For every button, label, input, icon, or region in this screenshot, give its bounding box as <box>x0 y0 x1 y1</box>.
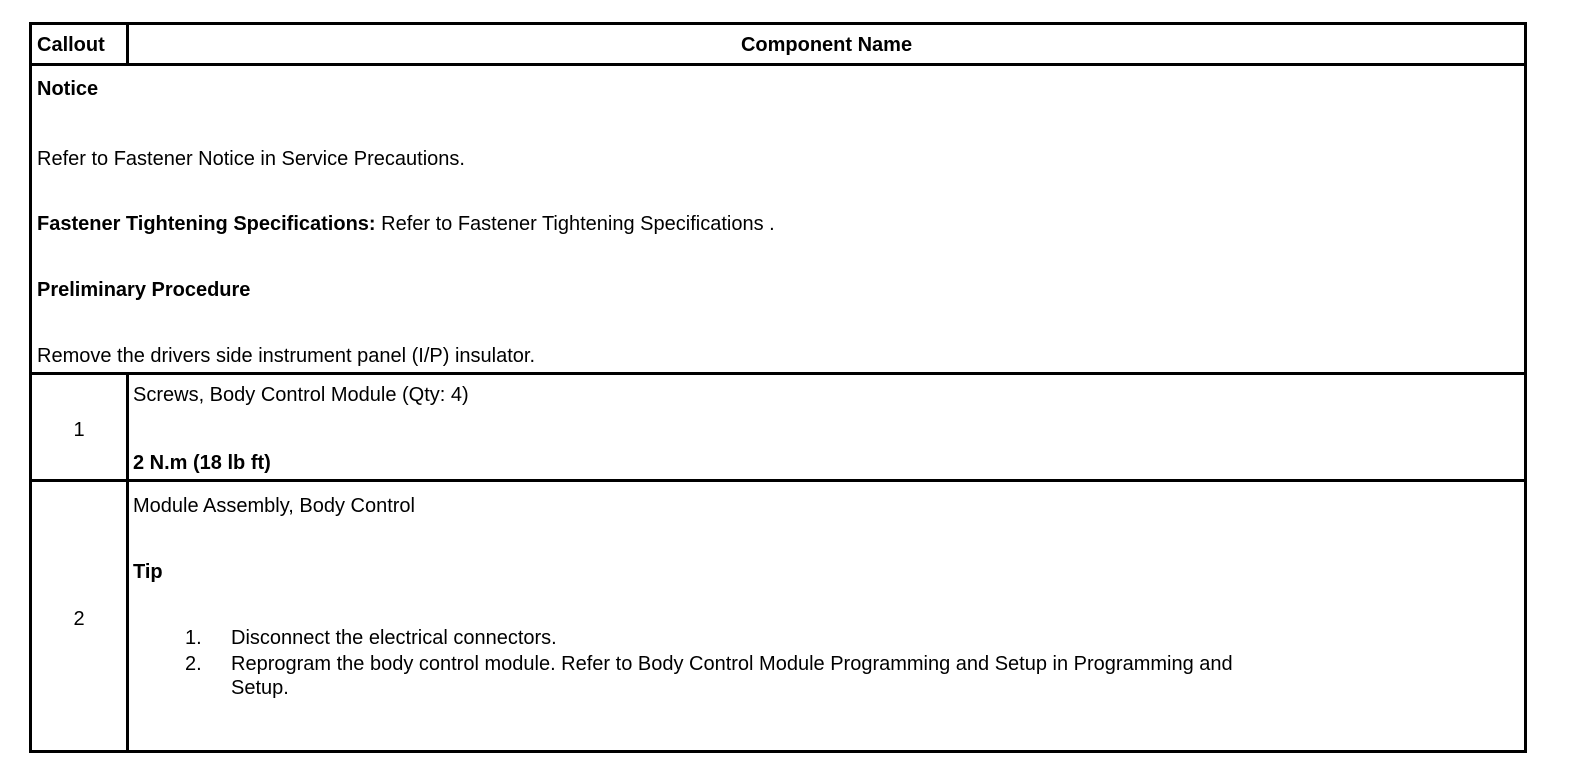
callout-header: Callout <box>37 34 105 56</box>
step-2-number: 2. <box>185 653 202 675</box>
step-2-text-continued: Setup. <box>231 677 289 699</box>
row-divider <box>126 372 129 753</box>
preliminary-title: Preliminary Procedure <box>37 279 251 301</box>
preliminary-text: Remove the drivers side instrument panel (I/P) insulator. <box>37 345 535 367</box>
row-1-name: Screws, Body Control Module (Qty: 4) <box>133 384 469 406</box>
fastener-spec-line <box>37 213 775 235</box>
row-1-spec: 2 N.m (18 lb ft) <box>133 452 271 474</box>
row-1-bottom-rule <box>32 479 1524 482</box>
header-bottom-rule <box>32 63 1524 66</box>
component-table <box>29 22 1527 753</box>
notice-bottom-rule <box>32 372 1524 375</box>
fastener-spec-label: Fastener Tightening Specifications: <box>37 213 376 235</box>
notice-text: Refer to Fastener Notice in Service Precautions. <box>37 148 465 170</box>
step-1-number: 1. <box>185 627 202 649</box>
step-1-text: Disconnect the electrical connectors. <box>231 627 557 649</box>
component-name-header: Component Name <box>740 34 913 56</box>
row-2-name: Module Assembly, Body Control <box>133 495 415 517</box>
row-2-callout: 2 <box>73 608 85 630</box>
step-2-text: Reprogram the body control module. Refer to Body Control Module Programming and Setup in Programming and <box>231 653 1233 675</box>
row-1-callout: 1 <box>73 419 85 441</box>
fastener-spec-text: Refer to Fastener Tightening Specifications . <box>375 213 775 235</box>
notice-title: Notice <box>37 78 99 100</box>
row-2-tip-title: Tip <box>133 561 163 583</box>
